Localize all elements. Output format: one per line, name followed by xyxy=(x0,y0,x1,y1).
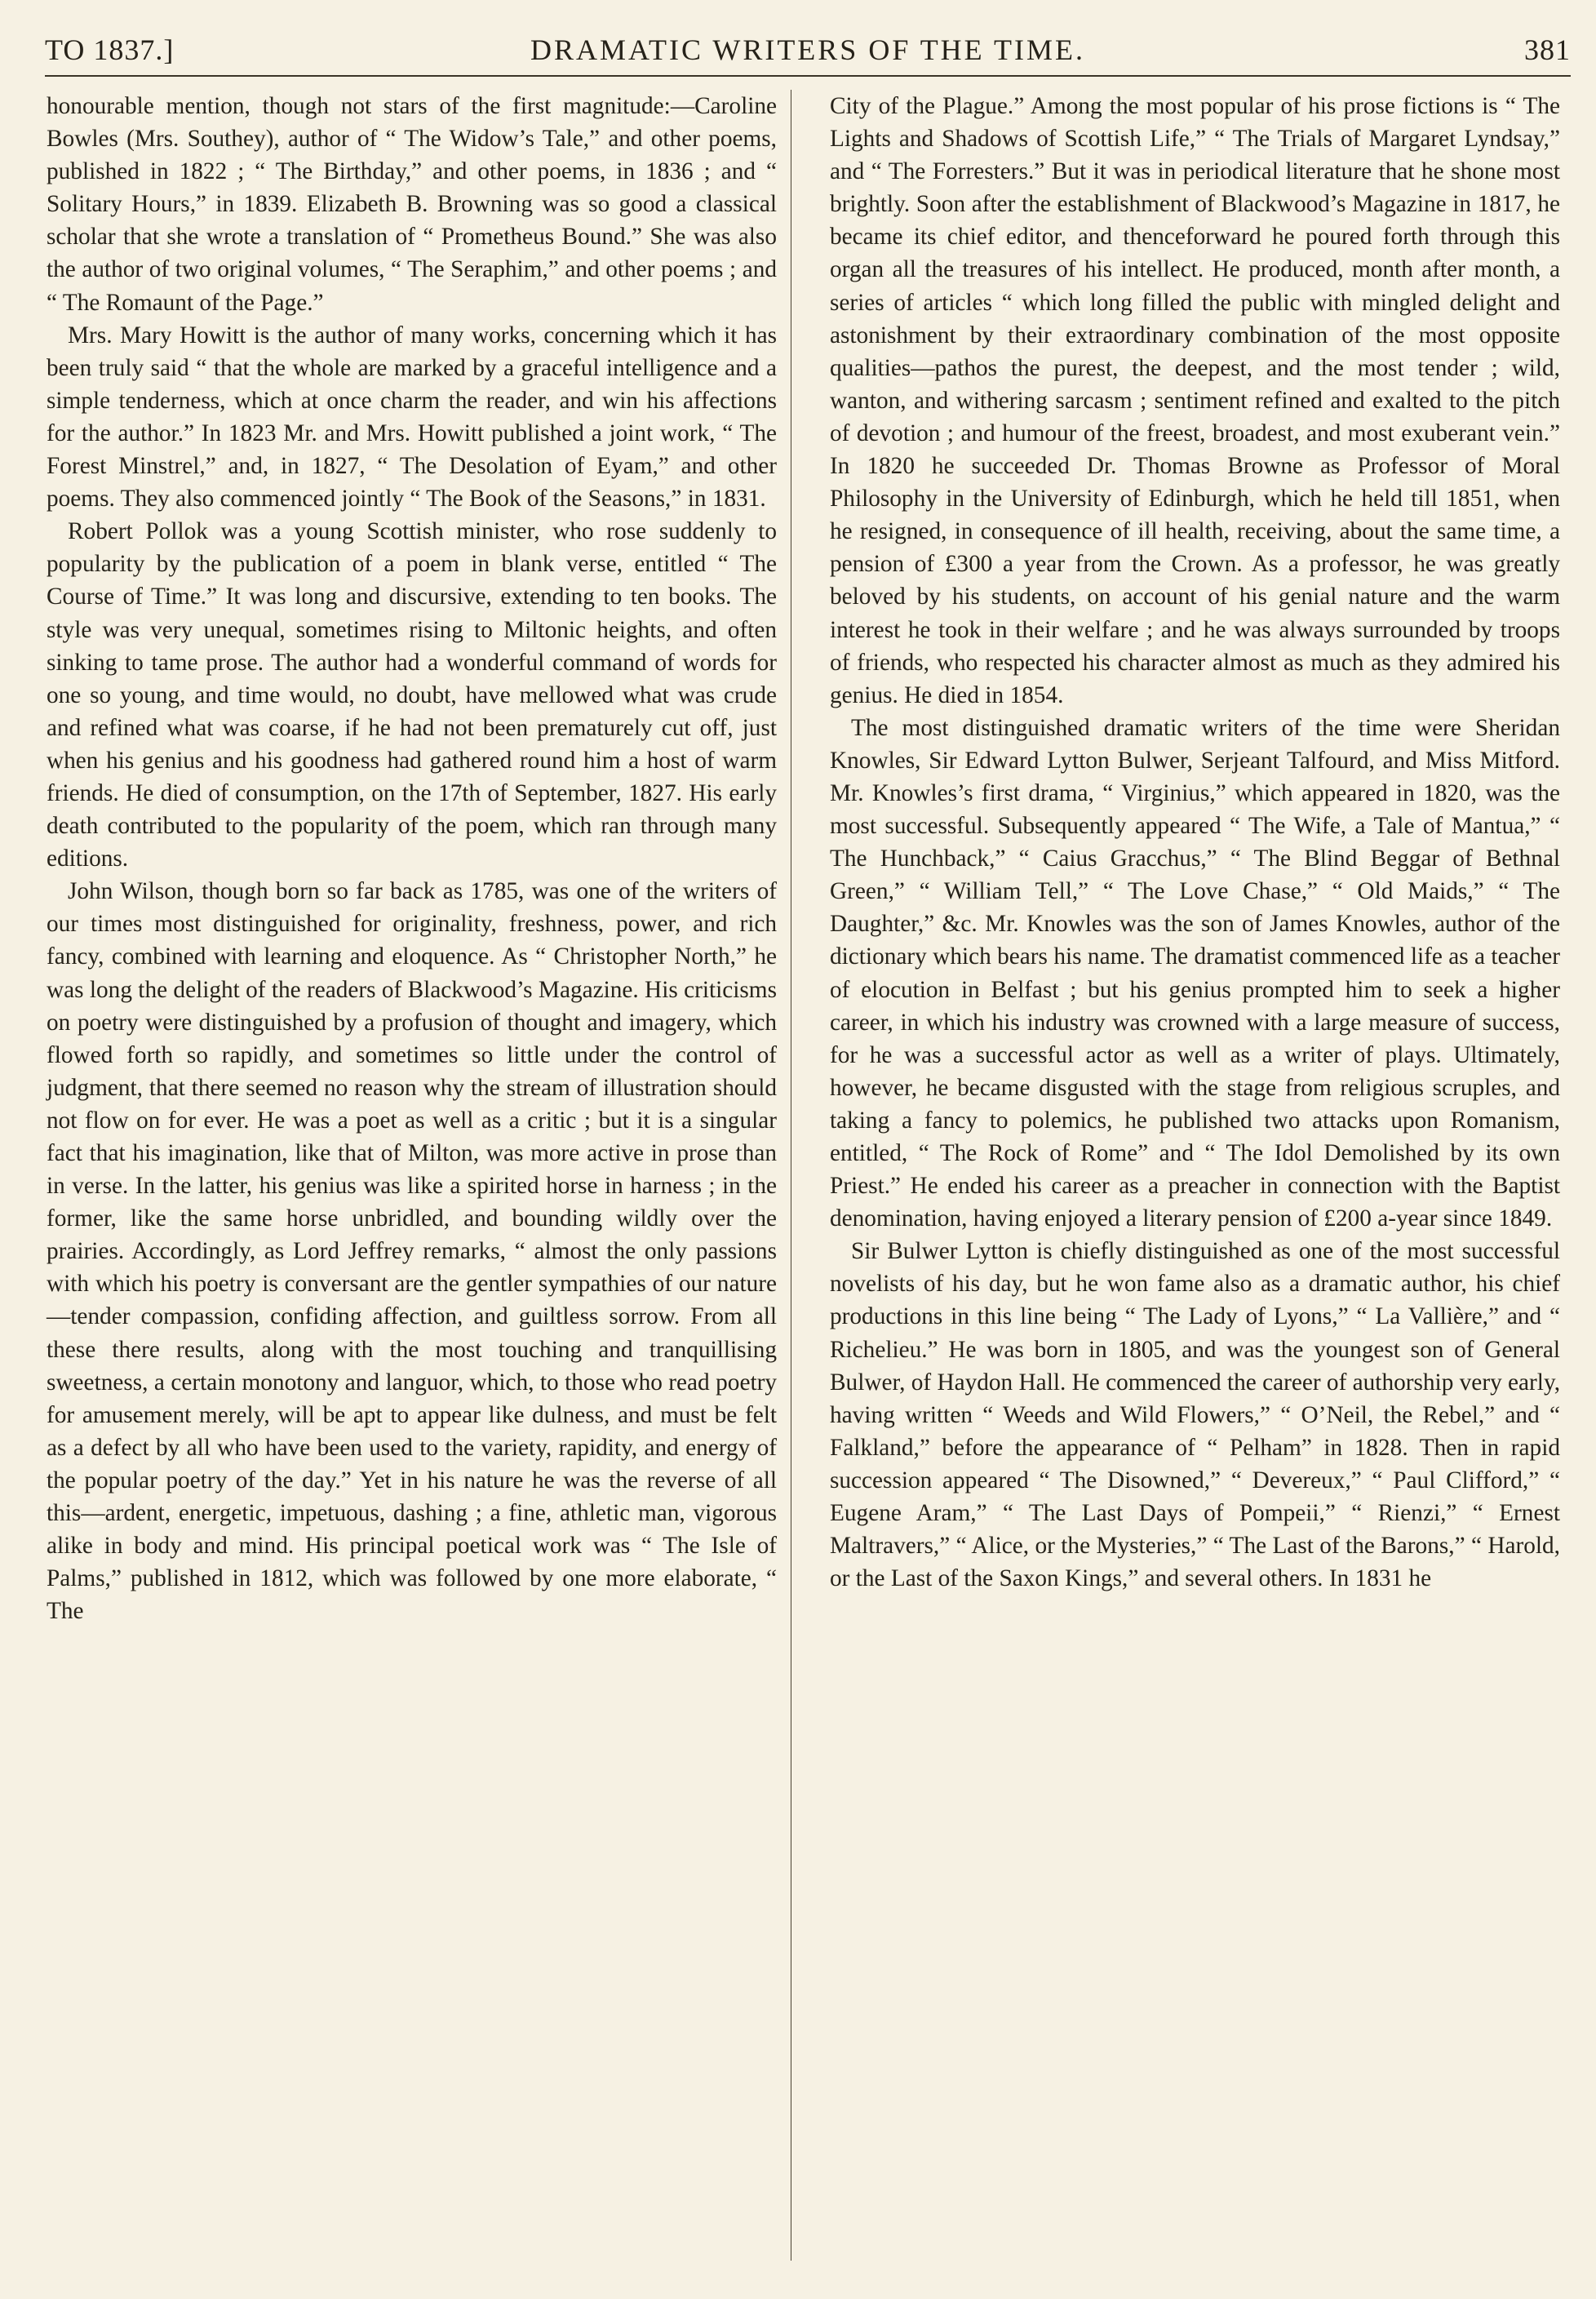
header-rule xyxy=(45,75,1571,77)
header-date-range: TO 1837.] xyxy=(45,33,175,66)
page-number: 381 xyxy=(1524,33,1571,66)
paragraph-wilson-continued: City of the Plague.” Among the most popular of his prose fictions is “ The Lights and Shadows of Scottish Life,” “ The Trials of Margaret Lyndsay,” and “ The Forresters.” But it was in periodical literature that he shone most brightly. Soon after the establishment of Blackwood’s Magazine in 1817, he became its chief editor, and thenceforward he poured forth through this organ all the treasures of his intellect. He produced, month after month, a series of articles “ which long filled the public with mingled delight and astonishment by their extraordinary combination of the most opposite qualities—pathos the purest, the deepest, and the most tender ; wild, wanton, and withering sarcasm ; sentiment refined and exalted to the pitch of devotion ; and humour of the freest, broadest, and most exuberant vein.” In 1820 he succeeded Dr. Thomas Browne as Professor of Moral Philosophy in the University of Edinburgh, which he held till 1851, when he resigned, in consequence of ill health, receiving, about the same time, a pension of £300 a year from the Crown. As a professor, he was greatly beloved by his students, on account of his genial nature and the warm interest he took in their welfare ; and he was always surrounded by troops of friends, who respected his character almost as much as they admired his genius. He died in 1854. xyxy=(830,93,1560,708)
paragraph-bulwer-lytton: Sir Bulwer Lytton is chiefly distinguished as one of the most successful novelists of his day, but he won fame also as a dramatic author, his chief productions in this line being “ The Lady of Lyons,” “ La Vallière,” and “ Richelieu.” He was born in 1805, and was the youngest son of General Bulwer, of Haydon Hall. He commenced the career of authorship very early, having written “ Weeds and Wild Flowers,” “ O’Neil, the Rebel,” and “ Falkland,” before the appearance of “ Pelham” in 1828. Then in rapid succession appeared “ The Disowned,” “ Devereux,” “ Paul Clifford,” “ Eugene Aram,” “ The Last Days of Pompeii,” “ Rienzi,” “ Ernest Maltravers,” “ Alice, or the Mysteries,” “ The Last of the Barons,” “ Harold, or the Last of the Saxon Kings,” and several others. In 1831 he xyxy=(830,1238,1561,1592)
paragraph-bowles-browning: honourable mention, though not stars of the first magnitude:—Caroline Bowles (Mrs. Southey), author of “ The Widow’s Tale,” and other poems, published in 1822 ; “ The Birthday,” and other poems, in 1836 ; and “ Solitary Hours,” in 1839. Elizabeth B. Browning was so good a classical scholar that she wrote a translation of “ Prometheus Bound.” She was also the author of two original volumes, “ The Seraphim,” and other poems ; and “ The Romaunt of the Page.” xyxy=(47,93,777,316)
paragraph-howitt: Mrs. Mary Howitt is the author of many works, concerning which it has been truly said “ that the whole are marked by a graceful intelligence and a simple tenderness, which at once charm the reader, and win his affections for the author.” In 1823 Mr. and Mrs. Howitt published a joint work, “ The Forest Minstrel,” and, in 1827, “ The Desolation of Eyam,” and other poems. They also commenced jointly “ The Book of the Seasons,” in 1831. xyxy=(47,322,777,513)
left-column xyxy=(47,90,777,1627)
running-header xyxy=(45,24,1571,73)
paragraph-pollok: Robert Pollok was a young Scottish minister, who rose suddenly to popularity by the publication of a poem in blank verse, entitled “ The Course of Time.” It was long and discursive, extending to ten books. The style was very unequal, sometimes rising to Miltonic heights, and often sinking to tame prose. The author had a wonderful command of words for one so young, and time would, no doubt, have mellowed what was crude and refined what was coarse, if he had not been prematurely cut off, just when his genius and his goodness had gathered round him a host of warm friends. He died of consumption, on the 17th of September, 1827. His early death contributed to the popularity of the poem, which ran through many editions. xyxy=(47,518,777,872)
paragraph-wilson: John Wilson, though born so far back as 1785, was one of the writers of our times most distinguished for originality, freshness, power, and rich fancy, combined with learning and eloquence. As “ Christopher North,” he was long the delight of the readers of Blackwood’s Magazine. His criticisms on poetry were distinguished by a profusion of thought and imagery, which flowed forth so rapidly, and sometimes so little under the control of judgment, that there seemed no reason why the stream of illustration should not flow on for ever. He was a poet as well as a critic ; but it is a singular fact that his imagination, like that of Milton, was more active in prose than in verse. In the latter, his genius was like a spirited horse in harness ; in the former, like the same horse unbridled, and bounding wildly over the prairies. Accordingly, as Lord Jeffrey remarks, “ almost the only passions with which his poetry is conversant are the gentler sympathies of our nature—tender compassion, confiding affection, and guiltless sorrow. From all these there results, along with the most touching and tranquillising sweetness, a certain monotony and languor, which, to those who read poetry for amusement merely, will be apt to appear like dulness, and must be felt as a defect by all who have been used to the variety, rapidity, and energy of the popular poetry of the day.” Yet in his nature he was the reverse of all this—ardent, energetic, impetuous, dashing ; a fine, athletic man, vigorous alike in body and mind. His principal poetical work was “ The Isle of Palms,” published in 1812, which was followed by one more elaborate, “ The xyxy=(47,878,777,1625)
header-title: DRAMATIC WRITERS OF THE TIME. xyxy=(530,33,1086,66)
right-column xyxy=(830,90,1560,1595)
paragraph-dramatic-writers: The most distinguished dramatic writers of the time were Sheridan Knowles, Sir Edward Lytton Bulwer, Serjeant Talfourd, and Miss Mitford. Mr. Knowles’s first drama, “ Virginius,” which appeared in 1820, was the most successful. Subsequently appeared “ The Wife, a Tale of Mantua,” “ The Hunchback,” “ Caius Gracchus,” “ The Blind Beggar of Bethnal Green,” “ William Tell,” “ The Love Chase,” “ Old Maids,” “ The Daughter,” &c. Mr. Knowles was the son of James Knowles, author of the dictionary which bears his name. The dramatist commenced life as a teacher of elocution in Belfast ; but his genius prompted him to seek a higher career, in which his industry was crowned with a large measure of success, for he was a successful actor as well as a writer of plays. Ultimately, however, he became disgusted with the stage from religious scruples, and taking a fancy to polemics, he published two attacks upon Romanism, entitled, “ The Rock of Rome” and “ The Idol Demolished by its own Priest.” He ended his career as a preacher in connection with the Baptist denomination, having enjoyed a literary pension of £200 a-year since 1849. xyxy=(830,714,1560,1232)
